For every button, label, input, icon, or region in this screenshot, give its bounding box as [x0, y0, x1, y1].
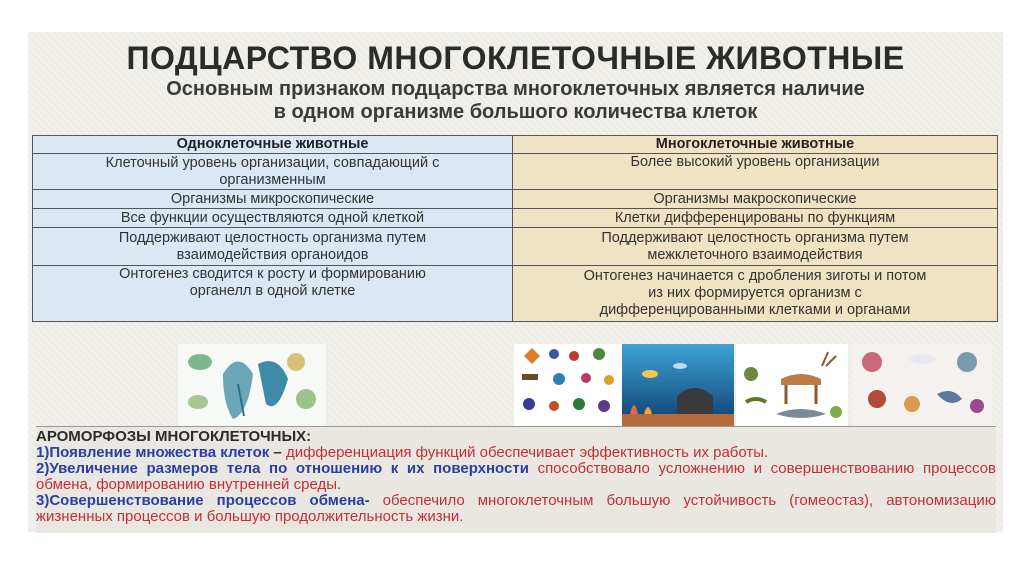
item-title: Появление множества клеток [49, 444, 270, 461]
table-cell: Организмы микроскопические [33, 190, 513, 209]
table-row [33, 228, 998, 266]
birds-collage [852, 344, 992, 426]
aromorphosis-item [36, 445, 996, 461]
table-row [33, 266, 998, 322]
comparison-table [32, 135, 998, 322]
cell-line: Онтогенез сводится к росту и формированию [119, 266, 426, 282]
item-number: 3) [36, 492, 50, 509]
cell-line: взаимодействия органоидов [176, 246, 369, 263]
column-header-multicellular: Многоклеточные животные [513, 136, 998, 154]
item-title: Совершенствование процессов обмена- [49, 492, 370, 509]
aromorphoses-heading: АРОМОРФОЗЫ МНОГОКЛЕТОЧНЫХ: [36, 428, 312, 445]
subtitle-line-1: Основным признаком подцарства многоклеточных является наличие [166, 78, 865, 100]
item-text: способствовало усложнению и совершенствованию процессов обмена, формированию внутренней среды. [36, 460, 996, 493]
item-text: дифференциация функций обеспечивает эффективность их работы. [285, 444, 769, 461]
table-row [33, 190, 998, 209]
cell-line: организменным [219, 171, 326, 188]
illustrations-strip [28, 344, 1003, 426]
underwater-scene [622, 344, 734, 426]
item-number: 1) [36, 444, 50, 461]
table-cell [513, 228, 998, 266]
cell-line: из них формируется организм с [648, 285, 862, 301]
animals-deer-collage [736, 344, 848, 426]
table-cell [513, 266, 998, 322]
cell-line: Онтогенез начинается с дробления зиготы и потом [583, 268, 927, 284]
header [28, 32, 1003, 132]
table-row [33, 154, 998, 190]
item-dash [529, 460, 538, 477]
item-text: обеспечило многоклеточным большую устойчивость (гомеостаз), автономизацию жизненных процессов и большую продолжительность жизни. [36, 492, 996, 525]
cell-line: органелл в одной клетке [189, 283, 356, 299]
table-cell [33, 154, 513, 190]
cell-line: межклеточного взаимодействия [647, 246, 863, 263]
item-dash: – [269, 444, 286, 461]
table-header-row [33, 136, 998, 154]
page-title: ПОДЦАРСТВО МНОГОКЛЕТОЧНЫЕ ЖИВОТНЫЕ [126, 40, 905, 76]
aromorphoses-section [36, 426, 996, 533]
aromorphosis-item [36, 493, 996, 525]
subtitle-line-2: в одном организме большого количества клеток [273, 101, 758, 123]
table-cell: Клетки дифференцированы по функциям [513, 209, 998, 228]
table-cell [33, 266, 513, 322]
table-cell: Организмы макроскопические [513, 190, 998, 209]
table-row [33, 209, 998, 228]
column-header-unicellular: Одноклеточные животные [33, 136, 513, 154]
item-title: Увеличение размеров тела по отношению к их поверхности [49, 460, 529, 477]
slide [28, 32, 1003, 532]
subtitle [28, 78, 1003, 124]
table-cell [513, 154, 998, 190]
table-cell: Все функции осуществляются одной клеткой [33, 209, 513, 228]
item-dash [370, 492, 383, 509]
cell-line: Более высокий уровень организации [630, 154, 880, 170]
cell-line: Клеточный уровень организации, совпадающий с [105, 154, 440, 171]
protozoa-illustration [178, 344, 326, 426]
table-cell [33, 228, 513, 266]
item-number: 2) [36, 460, 50, 477]
aromorphosis-item [36, 461, 996, 493]
cell-line: дифференцированными клетками и органами [599, 302, 911, 318]
insects-collage [514, 344, 622, 426]
cell-line: Поддерживают целостность организма путем [601, 229, 909, 246]
cell-line: Поддерживают целостность организма путем [118, 229, 427, 246]
